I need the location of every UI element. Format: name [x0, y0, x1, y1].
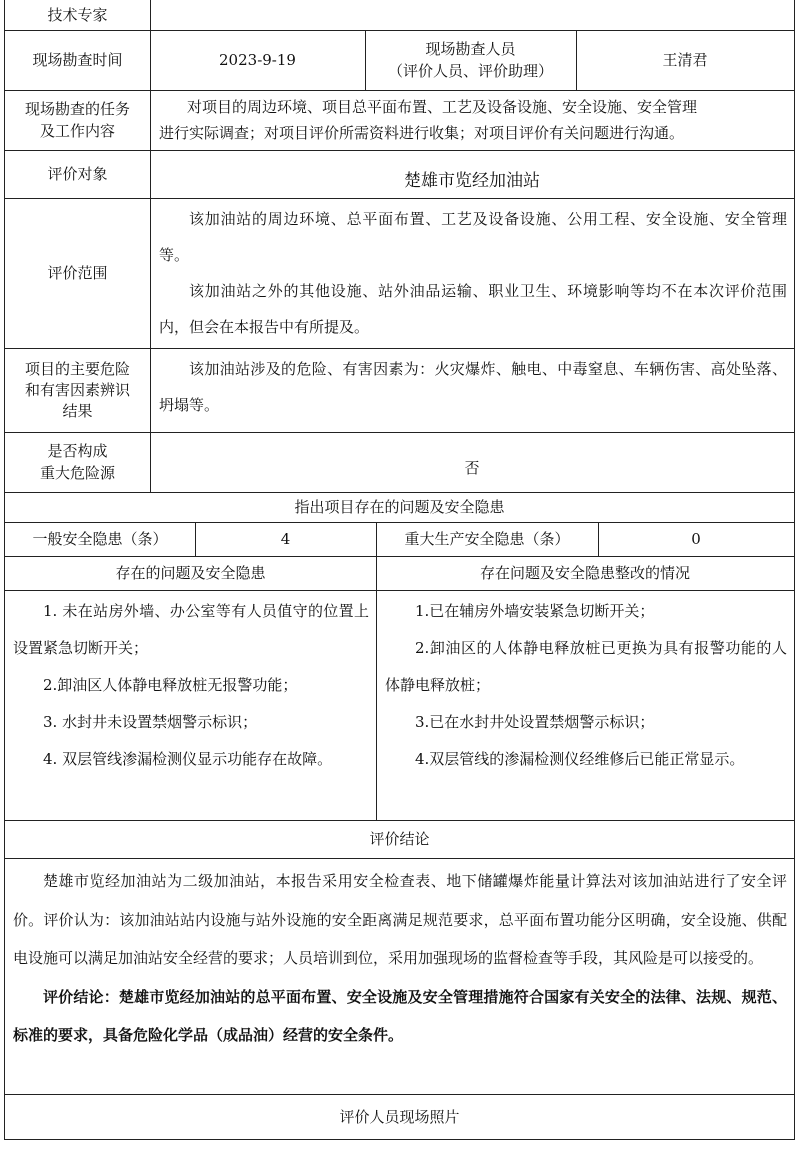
photos-header: 评价人员现场照片 [339, 1108, 460, 1126]
major-source-value: 否 [464, 459, 480, 477]
task-label-line1: 现场勘查的任务 [24, 100, 130, 118]
conclusion-header: 评价结论 [369, 830, 430, 848]
major-source-label-line1: 是否构成 [47, 442, 108, 460]
problem-item: 4. 双层管线渗漏检测仪显示功能存在故障。 [43, 750, 333, 768]
survey-staff-value: 王清君 [662, 51, 708, 69]
scope-paragraph-2: 该加油站之外的其他设施、站外油品运输、职业卫生、环境影响等均不在本次评价范围内，但会在本报告中有所提及。 [159, 282, 787, 336]
survey-staff-label [365, 30, 576, 90]
major-hazard-label: 重大生产安全隐患（条） [404, 530, 570, 548]
survey-time-value: 2023-9-19 [219, 51, 296, 69]
conclusion-paragraph: 楚雄市览经加油站为二级加油站，本报告采用安全检查表、地下储罐爆炸能量计算法对该加油站进行了安全评价。评价认为：该加油站站内设施与站外设施的安全距离满足规范要求，总平面布置功能分区明确，安全设施、供配电设施可以满足加油站安全经营的要求；人员培训到位，采用加强现场的监督检查等手段，其风险是可以接受的。 [13, 872, 787, 967]
task-label-line2: 及工作内容 [39, 122, 115, 140]
major-source-label [5, 432, 150, 492]
rectify-header: 存在问题及安全隐患整改的情况 [479, 564, 690, 582]
problems-list [13, 593, 369, 778]
problem-item: 1. 未在站房外墙、办公室等有人员值守的位置上设置紧急切断开关； [13, 602, 369, 657]
survey-staff-label-line1: 现场勘查人员 [425, 40, 516, 58]
object-value: 楚雄市览经加油站 [404, 171, 540, 191]
task-line-1: 对项目的周边环境、项目总平面布置、工艺及设备设施、安全设施、安全管理 [187, 98, 698, 116]
expert-label: 技术专家 [47, 6, 108, 24]
task-label [5, 90, 150, 150]
issues-header: 指出项目存在的问题及安全隐患 [294, 498, 505, 516]
hazard-label-line1: 项目的主要危险 [24, 359, 130, 378]
major-hazard-count: 0 [691, 530, 701, 548]
rectify-item: 3.已在水封井处设置禁烟警示标识； [415, 713, 655, 731]
rectify-item: 4.双层管线的渗漏检测仪经维修后已能正常显示。 [415, 750, 745, 768]
survey-time-label: 现场勘查时间 [32, 51, 123, 69]
evaluation-table [4, 0, 795, 1140]
general-hazard-count: 4 [280, 530, 291, 548]
hazard-content [159, 351, 787, 423]
scope-label: 评价范围 [47, 264, 108, 282]
scope-paragraph-1: 该加油站的周边环境、总平面布置、工艺及设备设施、公用工程、安全设施、安全管理等。 [159, 210, 787, 264]
hazard-label-line2: 和有害因素辨识 [24, 380, 130, 399]
hazard-text: 该加油站涉及的危险、有害因素为：火灾爆炸、触电、中毒窒息、车辆伤害、高处坠落、坍塌等。 [159, 360, 787, 414]
task-line-2: 进行实际调查；对项目评价所需资料进行收集；对项目评价有关问题进行沟通。 [159, 124, 685, 142]
conclusion-verdict: 评价结论：楚雄市览经加油站的总平面布置、安全设施及安全管理措施符合国家有关安全的法律、法规、规范、标准的要求，具备危险化学品（成品油）经营的安全条件。 [13, 987, 787, 1044]
rectify-item: 2.卸油区的人体静电释放桩已更换为具有报警功能的人体静电释放桩； [385, 639, 787, 694]
problems-header: 存在的问题及安全隐患 [115, 564, 266, 582]
hazard-label [5, 348, 150, 432]
task-content [159, 94, 789, 146]
scope-content [159, 201, 787, 345]
object-label: 评价对象 [47, 165, 108, 183]
rectify-item: 1.已在辅房外墙安装紧急切断开关； [415, 602, 655, 620]
major-source-label-line2: 重大危险源 [39, 464, 115, 482]
problem-item: 2.卸油区人体静电释放桩无报警功能； [43, 676, 298, 694]
hazard-label-line3: 结果 [62, 401, 93, 420]
general-hazard-label: 一般安全隐患（条） [32, 530, 168, 548]
problem-item: 3. 水封井未设置禁烟警示标识； [43, 713, 258, 731]
conclusion-content [13, 862, 787, 1055]
rectify-list [385, 593, 787, 778]
survey-staff-label-line2: （评价人员、评价助理） [387, 62, 553, 80]
